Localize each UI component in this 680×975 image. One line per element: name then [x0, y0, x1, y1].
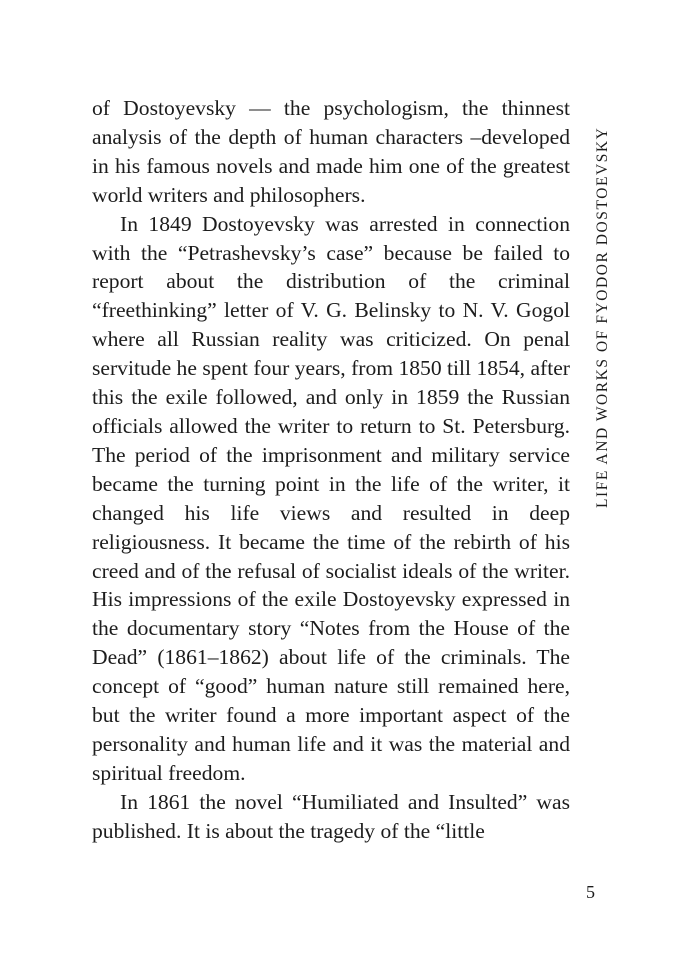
paragraph-arrest: In 1849 Dostoyevsky was arrested in connection with the “Petrashevsky’s case” because be failed to report about the distribution of the criminal “freethinking” letter of V. G. Belinsky to N. V. Gogol where all Russian reality was criticized. On penal servitude he spent four years, from 1850 till 1854, after this the exile followed, and only in 1859 the Russian officials allowed the writer to return to St. Petersburg. The period of the imprisonment and military service became the turning point in the life of the writer, it changed his life views and resulted in deep religiousness. It became the time of the rebirth of his creed and of the refusal of socialist ideals of the writer. His impressions of the exile Dostoyevsky expressed in the documentary story “Notes from the House of the Dead” (1861–1862) about life of the criminals. The concept of “good” human nature still remained here, but the writer found a more important aspect of the personality and human life and it was the material and spiritual freedom. — [92, 211, 570, 785]
paragraph-continued: of Dostoyevsky — the psychologism, the thinnest analysis of the depth of human characters –developed in his famous novels and made him one of the greatest world writers and philosophers. — [92, 96, 570, 207]
body-text — [92, 94, 570, 846]
running-head: LIFE AND WORKS OF FYODOR DOSTOEVSKY — [594, 126, 611, 508]
paragraph-humiliated: In 1861 the novel “Humiliated and Insulted” was published. It is about the tragedy of the “little — [92, 789, 570, 843]
page-number: 5 — [586, 882, 595, 902]
